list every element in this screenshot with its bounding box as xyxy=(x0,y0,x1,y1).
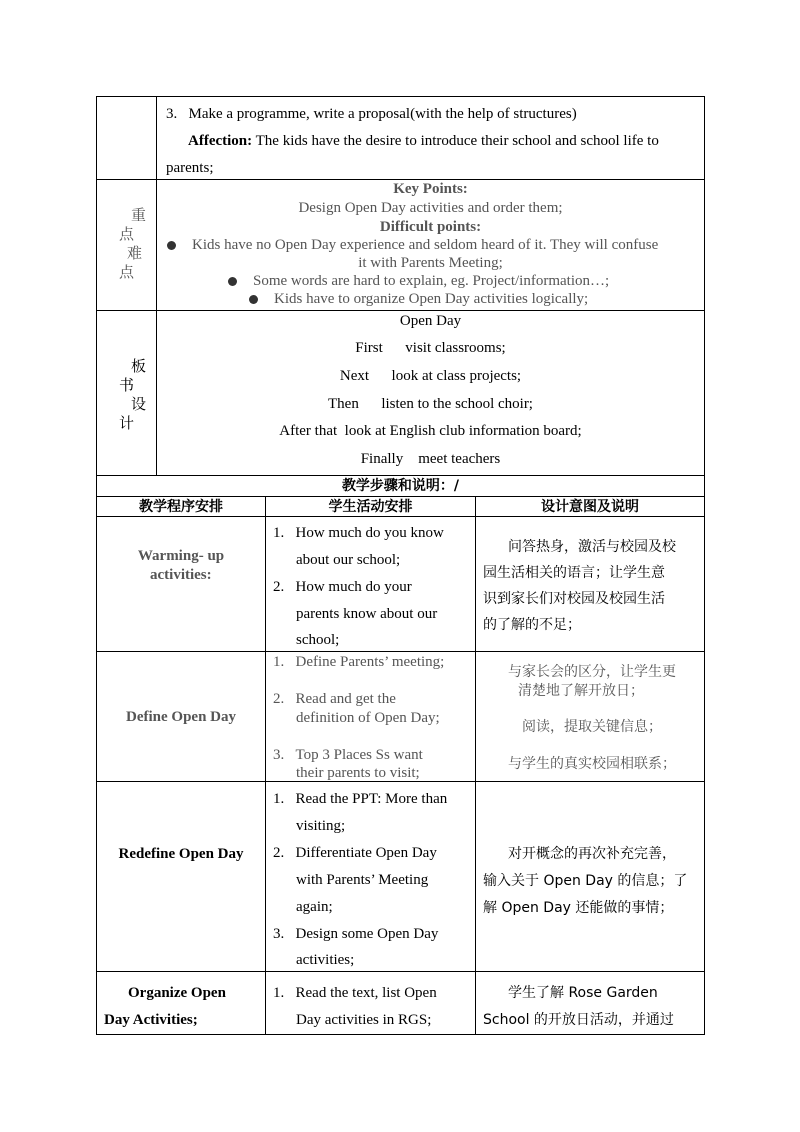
bullet-icon xyxy=(249,295,258,304)
board-line-4: Then listen to the school choir; xyxy=(328,396,533,412)
kp-char-2: 点 xyxy=(119,225,135,243)
difficult-bullet-1 xyxy=(167,236,658,255)
board-char-1: 板 xyxy=(131,357,147,375)
key-points-text: Design Open Day activities and order them; xyxy=(298,200,563,216)
activity-line: 3. Design some Open Day xyxy=(273,926,439,942)
intent-line: 的了解的不足； xyxy=(483,617,581,633)
table-row xyxy=(265,516,476,652)
column-header-activities xyxy=(265,496,476,517)
objectives-label-cell xyxy=(96,96,157,180)
affection-label: Affection: xyxy=(188,133,253,149)
bullet-2-text: Some words are hard to explain, eg. Project/information…; xyxy=(253,273,610,289)
activity-line: 2. How much do your xyxy=(273,579,412,595)
difficult-bullet-2 xyxy=(228,272,609,291)
difficult-points-title: Difficult points: xyxy=(379,219,482,235)
column-header-activities-text: 学生活动安排 xyxy=(328,499,413,515)
activity-line: 1. Read the PPT: More than xyxy=(273,791,448,807)
table-row xyxy=(96,971,266,1035)
table-row xyxy=(96,781,266,972)
table-row xyxy=(475,516,705,652)
table-row xyxy=(475,781,705,972)
stage-define-open-day: Define Open Day xyxy=(126,709,236,725)
board-line-2: First visit classrooms; xyxy=(355,340,506,356)
activity-line: school; xyxy=(296,632,340,648)
activity-line: parents know about our xyxy=(296,606,438,622)
stage-redefine-open-day: Redefine Open Day xyxy=(118,846,244,862)
steps-header-cell xyxy=(96,475,705,497)
bullet-3-text: Kids have to organize Open Day activities logically; xyxy=(274,291,589,307)
table-row xyxy=(265,781,476,972)
activity-line: 2. Read and get the xyxy=(273,691,396,707)
key-points-content-cell xyxy=(156,179,705,311)
activity-line: again; xyxy=(296,899,333,915)
table-row xyxy=(96,516,266,652)
column-header-stage-text: 教学程序安排 xyxy=(139,499,223,515)
intent-line: 解 Open Day 还能做的事情； xyxy=(483,900,674,916)
table-row xyxy=(265,971,476,1035)
activity-line: activities; xyxy=(296,952,355,968)
activity-line: definition of Open Day; xyxy=(296,710,440,726)
column-header-intent-text: 设计意图及说明 xyxy=(541,499,639,515)
intent-line: 对开概念的再次补充完善， xyxy=(508,846,676,862)
steps-header: 教学步骤和说明：/ xyxy=(341,478,460,494)
intent-line: School 的开放日活动，并通过 xyxy=(483,1012,674,1028)
intent-line: 与学生的真实校园相联系； xyxy=(508,756,676,772)
affection-text-cont: parents; xyxy=(166,160,214,176)
column-header-stage xyxy=(96,496,266,517)
board-line-5: After that look at English club information board; xyxy=(279,423,582,439)
bullet-icon xyxy=(167,241,176,250)
activity-line: 1. Read the text, list Open xyxy=(273,985,437,1001)
board-char-2: 书 xyxy=(119,376,135,394)
column-header-intent xyxy=(475,496,705,517)
activity-line: 1. How much do you know xyxy=(273,525,444,541)
bullet-1-text: Kids have no Open Day experience and seldom heard of it. They will confuse xyxy=(192,237,659,253)
objectives-content-cell xyxy=(156,96,705,180)
table-row xyxy=(96,651,266,782)
table-row xyxy=(475,651,705,782)
board-content-cell xyxy=(156,310,705,476)
table-row xyxy=(475,971,705,1035)
activity-line: visiting; xyxy=(296,818,346,834)
intent-line: 园生活相关的语言；让学生意 xyxy=(483,565,665,581)
table-row xyxy=(265,651,476,782)
stage-organize-1: Organize Open xyxy=(128,985,226,1001)
activity-line: 1. Define Parents’ meeting; xyxy=(273,654,445,670)
bullet-icon xyxy=(228,277,237,286)
intent-line: 输入关于 Open Day 的信息；了 xyxy=(483,873,688,889)
affection-text: The kids have the desire to introduce their school and school life to xyxy=(252,133,659,149)
board-char-4: 计 xyxy=(119,414,135,432)
board-line-6: Finally meet teachers xyxy=(360,451,501,467)
activity-line: 3. Top 3 Places Ss want xyxy=(273,747,423,763)
stage-organize-2: Day Activities; xyxy=(104,1012,198,1028)
stage-warming-up-1: Warming- up xyxy=(137,548,225,564)
intent-line: 学生了解 Rose Garden xyxy=(508,985,658,1001)
intent-line: 与家长会的区分，让学生更 xyxy=(508,664,676,680)
board-line-1: Open Day xyxy=(399,313,462,329)
activity-line: about our school; xyxy=(296,552,401,568)
stage-warming-up-2: activities: xyxy=(150,567,212,583)
kp-char-3: 难 xyxy=(127,244,143,262)
difficult-bullet-1-cont: it with Parents Meeting; xyxy=(358,255,503,271)
kp-char-4: 点 xyxy=(119,263,135,281)
intent-line: 清楚地了解开放日； xyxy=(518,683,644,699)
activity-line: their parents to visit; xyxy=(296,765,420,781)
board-header-cell xyxy=(96,310,157,476)
activity-line: Day activities in RGS; xyxy=(296,1012,432,1028)
board-header xyxy=(97,357,158,433)
activity-line: with Parents’ Meeting xyxy=(296,872,429,888)
intent-line: 问答热身，激活与校园及校 xyxy=(508,539,676,555)
key-points-header xyxy=(97,206,158,282)
kp-char-1: 重 xyxy=(131,206,147,224)
affection-line xyxy=(188,131,659,151)
activity-line: 2. Differentiate Open Day xyxy=(273,845,437,861)
key-points-title: Key Points: xyxy=(393,181,468,197)
intent-line: 阅读，提取关键信息； xyxy=(522,719,662,735)
board-char-3: 设 xyxy=(131,395,147,413)
key-points-header-cell xyxy=(96,179,157,311)
board-line-3: Next look at class projects; xyxy=(339,368,522,384)
intent-line: 识到家长们对校园及校园生活 xyxy=(483,591,665,607)
difficult-bullet-3 xyxy=(249,290,588,309)
objective-item-3: 3. Make a programme, write a proposal(with the help of structures) xyxy=(166,106,577,122)
